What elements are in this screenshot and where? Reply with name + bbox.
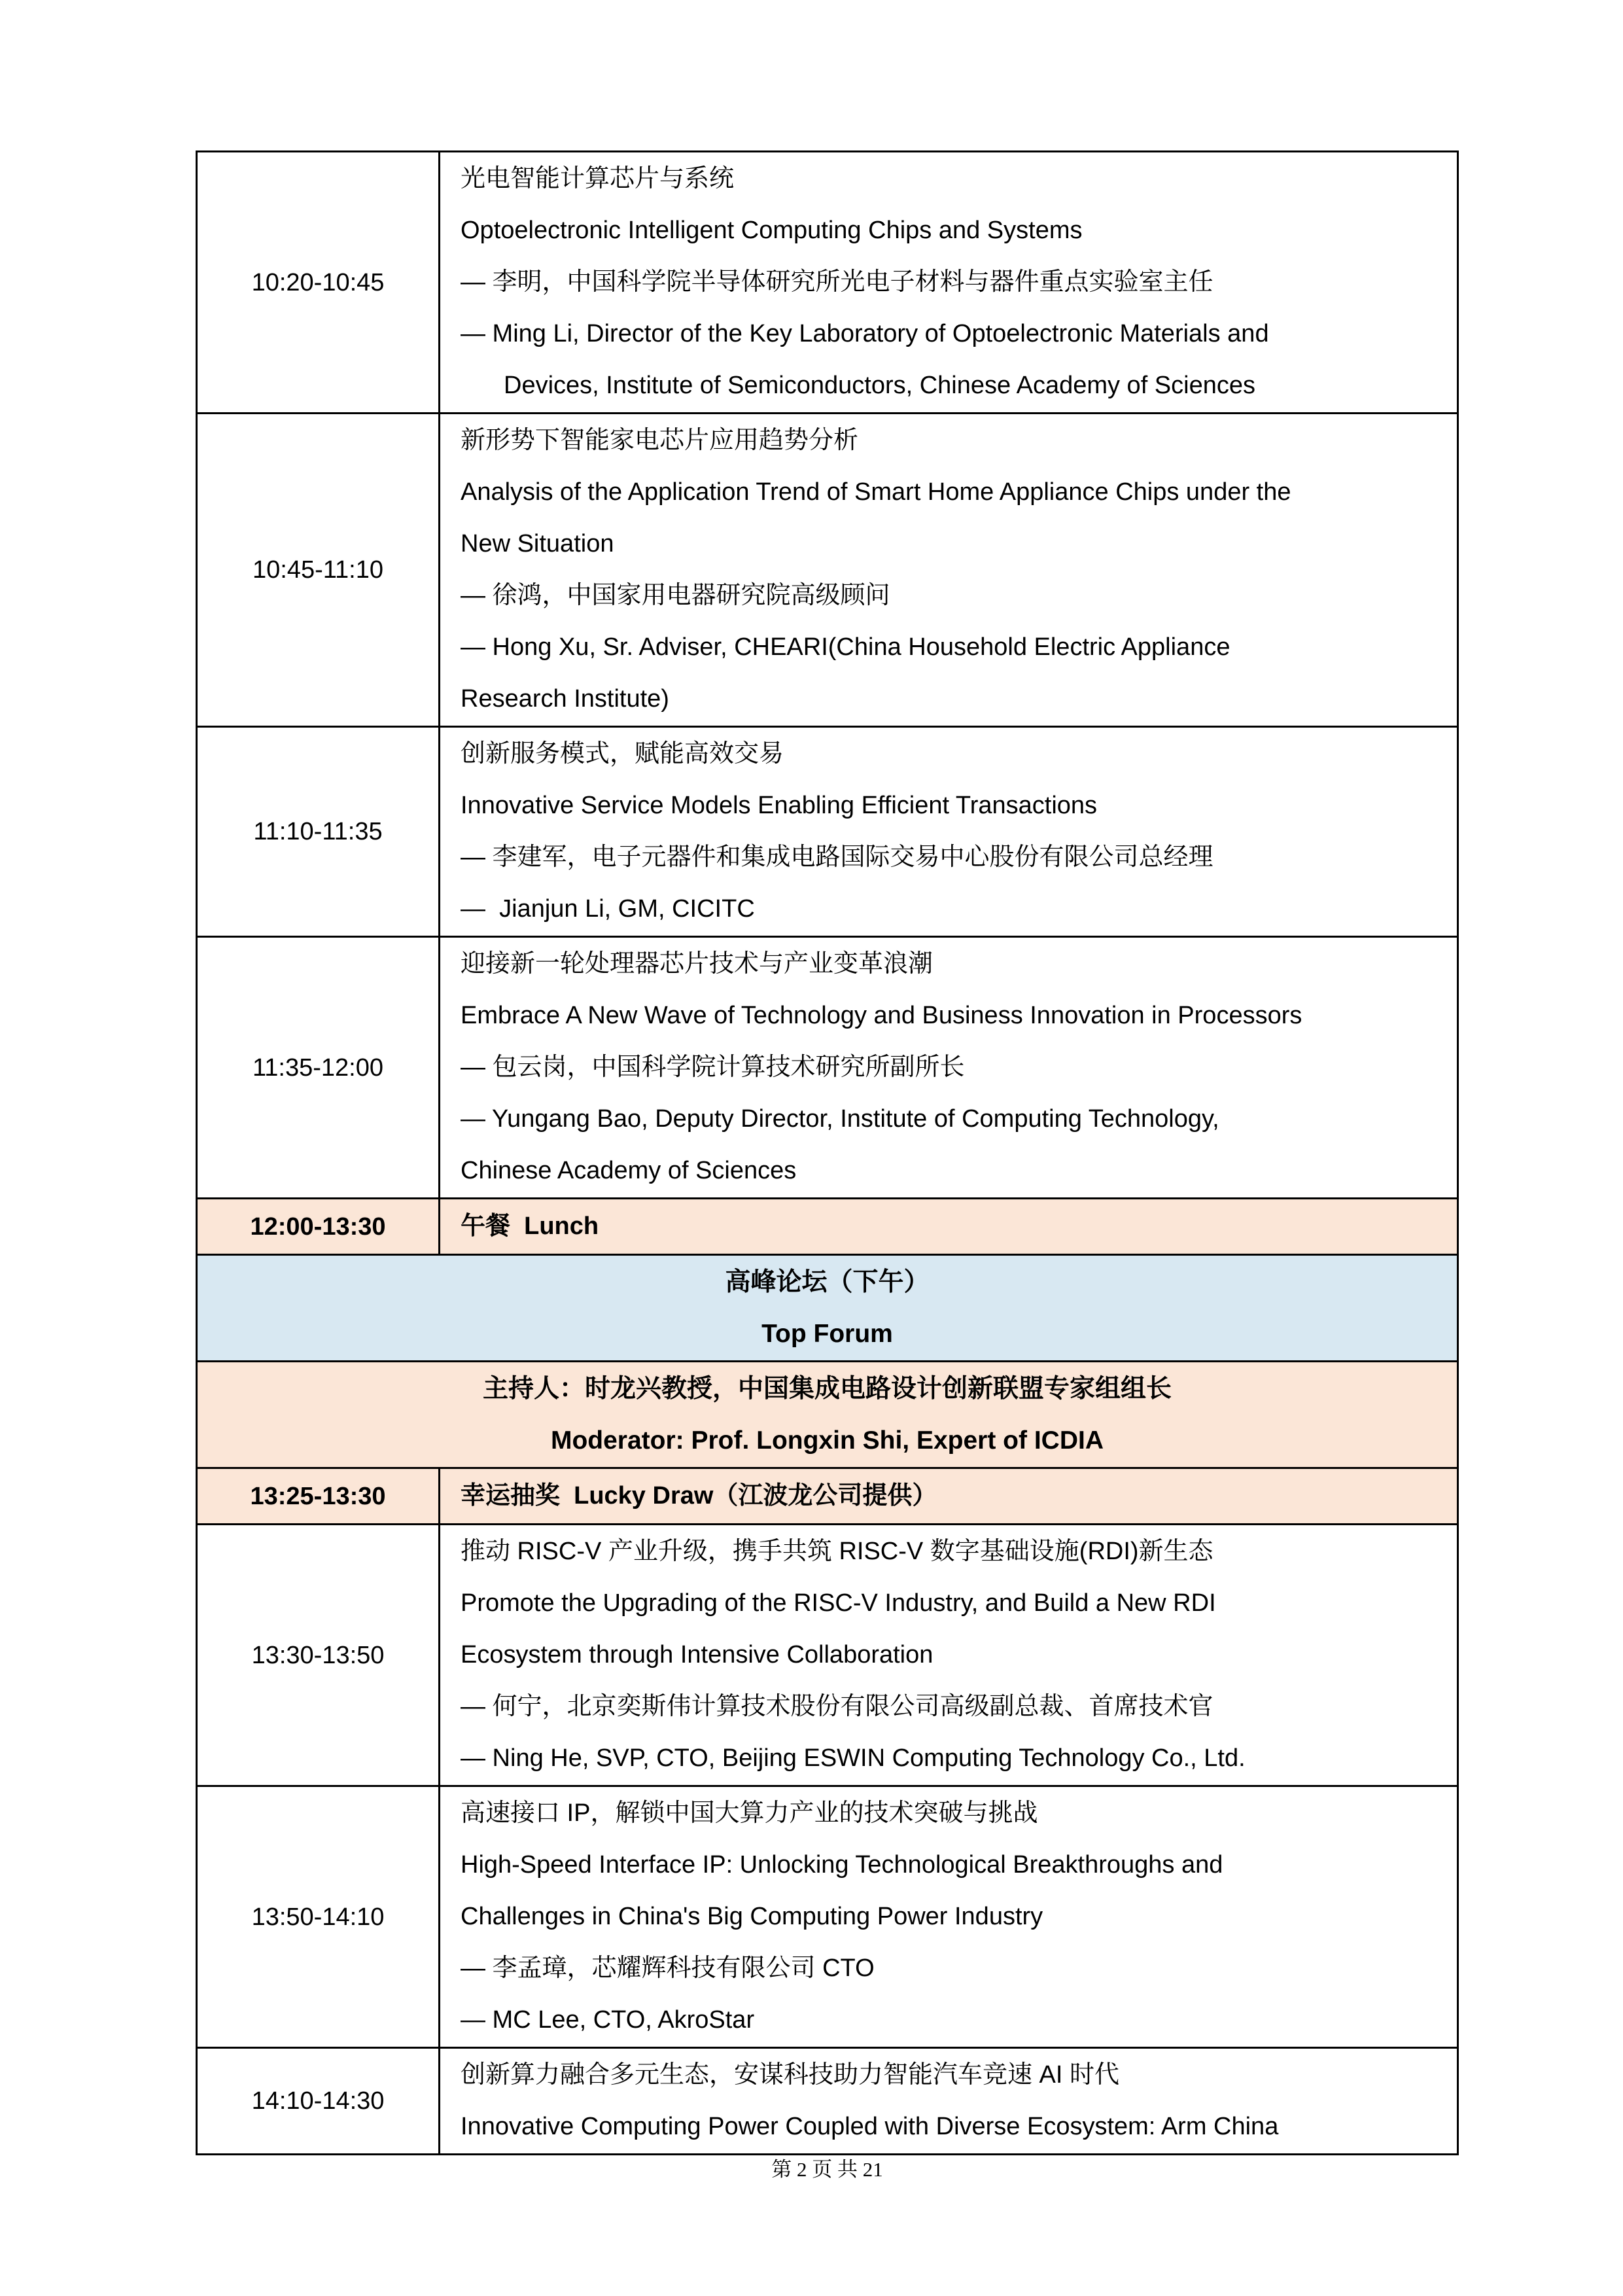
session-cell (440, 1199, 1458, 1255)
time-cell: 10:20-10:45 (197, 152, 440, 414)
agenda-line: Promote the Upgrading of the RISC-V Industry, and Build a New RDI (461, 1589, 1216, 1617)
agenda-line: 创新算力融合多元生态，安谋科技助力智能汽车竞速 AI 时代 (461, 2061, 1120, 2089)
table-row (197, 1786, 1458, 2048)
agenda-line: — 李孟璋，芯耀辉科技有限公司 CTO (461, 1954, 875, 1982)
agenda-table-body (197, 152, 1458, 2155)
session-cell (440, 152, 1458, 414)
session-cell (440, 414, 1458, 727)
session-cell (440, 2048, 1458, 2155)
agenda-line: — 何宁，北京奕斯伟计算技术股份有限公司高级副总裁、首席技术官 (461, 1693, 1213, 1720)
agenda-line: Ecosystem through Intensive Collaboration (461, 1641, 934, 1669)
time-cell: 13:50-14:10 (197, 1786, 440, 2048)
agenda-line: Innovative Computing Power Coupled with Diverse Ecosystem: Arm China (461, 2113, 1279, 2140)
agenda-line: — Ning He, SVP, CTO, Beijing ESWIN Computing Technology Co., Ltd. (461, 1744, 1246, 1772)
table-row (197, 2048, 1458, 2155)
session-cell (440, 1525, 1458, 1786)
agenda-line: 创新服务模式，赋能高效交易 (461, 740, 784, 768)
agenda-line: Embrace A New Wave of Technology and Business Innovation in Processors (461, 1002, 1302, 1029)
agenda-line: Devices, Institute of Semiconductors, Chinese Academy of Sciences (504, 372, 1255, 399)
agenda-line: 光电智能计算芯片与系统 (461, 165, 735, 192)
banner-line: 主持人：时龙兴教授，中国集成电路设计创新联盟专家组组长 (482, 1375, 1172, 1403)
agenda-line: — 李建军，电子元器件和集成电路国际交易中心股份有限公司总经理 (461, 843, 1213, 871)
table-row (197, 152, 1458, 414)
agenda-line: — Ming Li, Director of the Key Laboratory of Optoelectronic Materials and (461, 320, 1269, 347)
table-row (197, 1468, 1458, 1525)
session-cell (440, 1786, 1458, 2048)
agenda-line: Analysis of the Application Trend of Smart Home Appliance Chips under the (461, 478, 1291, 506)
agenda-line: Chinese Academy of Sciences (461, 1157, 797, 1184)
table-row (197, 1255, 1458, 1362)
banner-cell (197, 1255, 1458, 1362)
agenda-line: 幸运抽奖 Lucky Draw（江波龙公司提供） (461, 1482, 937, 1510)
agenda-line: Innovative Service Models Enabling Efficient Transactions (461, 792, 1098, 819)
agenda-line: Optoelectronic Intelligent Computing Chips and Systems (461, 217, 1083, 244)
agenda-table (196, 150, 1459, 2155)
time-cell: 13:25-13:30 (197, 1468, 440, 1525)
table-row (197, 1199, 1458, 1255)
time-cell: 11:35-12:00 (197, 937, 440, 1199)
agenda-line: Challenges in China's Big Computing Power Industry (461, 1903, 1043, 1930)
table-row (197, 727, 1458, 937)
agenda-line: 午餐 Lunch (461, 1212, 599, 1240)
table-row (197, 1525, 1458, 1786)
session-cell (440, 727, 1458, 937)
agenda-line: — 李明，中国科学院半导体研究所光电子材料与器件重点实验室主任 (461, 268, 1213, 296)
session-cell (440, 937, 1458, 1199)
table-row (197, 937, 1458, 1199)
agenda-line: — 包云岗，中国科学院计算技术研究所副所长 (461, 1053, 965, 1081)
agenda-line: — Hong Xu, Sr. Adviser, CHEARI(China Household Electric Appliance (461, 633, 1230, 661)
table-row (197, 414, 1458, 727)
agenda-line: New Situation (461, 530, 614, 557)
time-cell: 14:10-14:30 (197, 2048, 440, 2155)
time-cell: 11:10-11:35 (197, 727, 440, 937)
agenda-line: — Jianjun Li, GM, CICITC (461, 895, 755, 923)
agenda-line: — Yungang Bao, Deputy Director, Institute of Computing Technology, (461, 1105, 1219, 1133)
agenda-line: High-Speed Interface IP: Unlocking Technological Breakthroughs and (461, 1851, 1223, 1879)
banner-line: 高峰论坛（下午） (725, 1268, 930, 1296)
table-row (197, 1362, 1458, 1468)
agenda-line: — 徐鸿，中国家用电器研究院高级顾问 (461, 582, 890, 609)
time-cell: 12:00-13:30 (197, 1199, 440, 1255)
agenda-line: — MC Lee, CTO, AkroStar (461, 2006, 755, 2034)
agenda-line: 迎接新一轮处理器芯片技术与产业变革浪潮 (461, 950, 934, 978)
session-cell (440, 1468, 1458, 1525)
agenda-line: 新形势下智能家电芯片应用趋势分析 (461, 427, 859, 454)
time-cell: 13:30-13:50 (197, 1525, 440, 1786)
agenda-line: 推动 RISC-V 产业升级，携手共筑 RISC-V 数字基础设施(RDI)新生态 (461, 1538, 1213, 1565)
banner-line: Top Forum (761, 1320, 893, 1348)
banner-line: Moderator: Prof. Longxin Shi, Expert of ICDIA (550, 1426, 1104, 1455)
page-footer: 第 2 页 共 21 (771, 2158, 883, 2181)
banner-cell (197, 1362, 1458, 1468)
agenda-line: 高速接口 IP，解锁中国大算力产业的技术突破与挑战 (461, 1799, 1038, 1827)
agenda-line: Research Institute) (461, 685, 669, 713)
time-cell: 10:45-11:10 (197, 414, 440, 727)
